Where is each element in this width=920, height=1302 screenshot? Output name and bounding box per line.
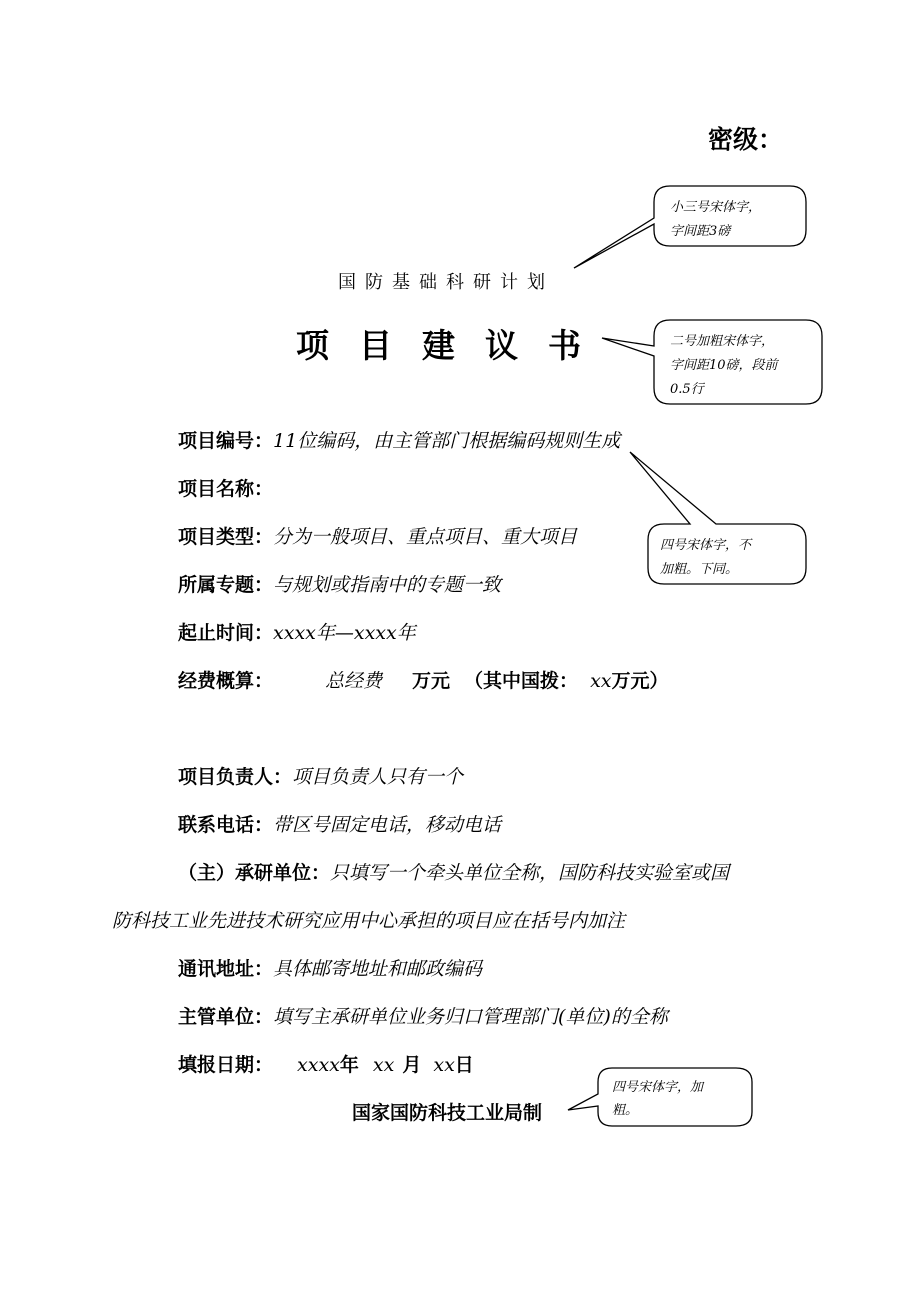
- date-year-unit: 年: [339, 1054, 359, 1076]
- field-label: 联系电话：: [178, 814, 274, 836]
- budget-unit: 万元: [412, 670, 451, 692]
- field-value: 带区号固定电话，移动电话: [273, 814, 502, 836]
- field-label: 项目类型：: [178, 526, 274, 548]
- callout-shape: [568, 1068, 752, 1126]
- budget-paren-open: （其中国拨：: [464, 670, 579, 692]
- callout-text-line: 四号宋体字，不: [660, 538, 752, 553]
- field-label: 项目编号：: [178, 430, 274, 452]
- callout-text-line: 字间距3磅: [670, 224, 731, 239]
- field-value: 具体邮寄地址和邮政编码: [273, 958, 483, 980]
- budget-total: 总经费: [325, 670, 383, 692]
- field-value: 项目负责人只有一个: [292, 766, 464, 788]
- callout-text-line: 字间距10磅，段前: [670, 358, 778, 373]
- field-value: xxxx年—xxxx年: [273, 622, 416, 644]
- field-value: 与规划或指南中的专题一致: [273, 574, 502, 596]
- date-day-unit: 日: [454, 1054, 474, 1076]
- field-label: 起止时间：: [178, 622, 274, 644]
- callout-font-size-footer: [568, 1068, 752, 1126]
- date-year: xxxx: [297, 1054, 340, 1076]
- budget-unit-close: 万元）: [611, 670, 669, 692]
- callout-text-line: 二号加粗宋体字，: [670, 334, 775, 349]
- date-month: xx: [372, 1054, 395, 1076]
- callout-font-size-fields: [630, 452, 806, 584]
- date-day: xx: [433, 1054, 455, 1076]
- issuer-line: 国家国防科技工业局制: [352, 1102, 543, 1124]
- budget-alloc: xx: [590, 670, 612, 692]
- field-label: 填报日期：: [178, 1054, 274, 1076]
- field-value: 11位编码，由主管部门根据编码规则生成: [273, 430, 621, 452]
- callout-text-line: 粗。: [612, 1103, 639, 1118]
- callout-text-line: 小三号宋体字，: [670, 200, 762, 215]
- field-value: 分为一般项目、重点项目、重大项目: [273, 526, 578, 548]
- callout-text-line: 四号宋体字，加: [612, 1080, 704, 1095]
- date-month-unit: 月: [402, 1054, 422, 1076]
- document-title: 项目建议书: [296, 326, 611, 365]
- callout-font-size-plan: [574, 186, 806, 268]
- field-label: （主）承研单位：: [178, 862, 331, 884]
- field-label: 经费概算：: [178, 670, 274, 692]
- secret-level-label: 密级：: [708, 125, 784, 154]
- field-label: 通讯地址：: [178, 958, 274, 980]
- field-value: 填写主承研单位业务归口管理部门(单位)的全称: [273, 1006, 668, 1028]
- field-label: 项目名称：: [178, 478, 274, 500]
- callout-font-size-title: [602, 320, 822, 404]
- callout-text-line: 加粗。下同。: [660, 562, 739, 577]
- field-unit-continued: 防科技工业先进技术研究应用中心承担的项目应在括号内加注: [112, 910, 626, 932]
- field-label: 项目负责人：: [178, 766, 293, 788]
- plan-title: 国防基础科研计划: [338, 272, 554, 293]
- field-label: 所属专题：: [178, 574, 274, 596]
- callout-text-line: 0.5行: [670, 382, 704, 397]
- field-value: 只填写一个牵头单位全称，国防科技实验室或国: [330, 862, 730, 884]
- field-label: 主管单位：: [178, 1006, 274, 1028]
